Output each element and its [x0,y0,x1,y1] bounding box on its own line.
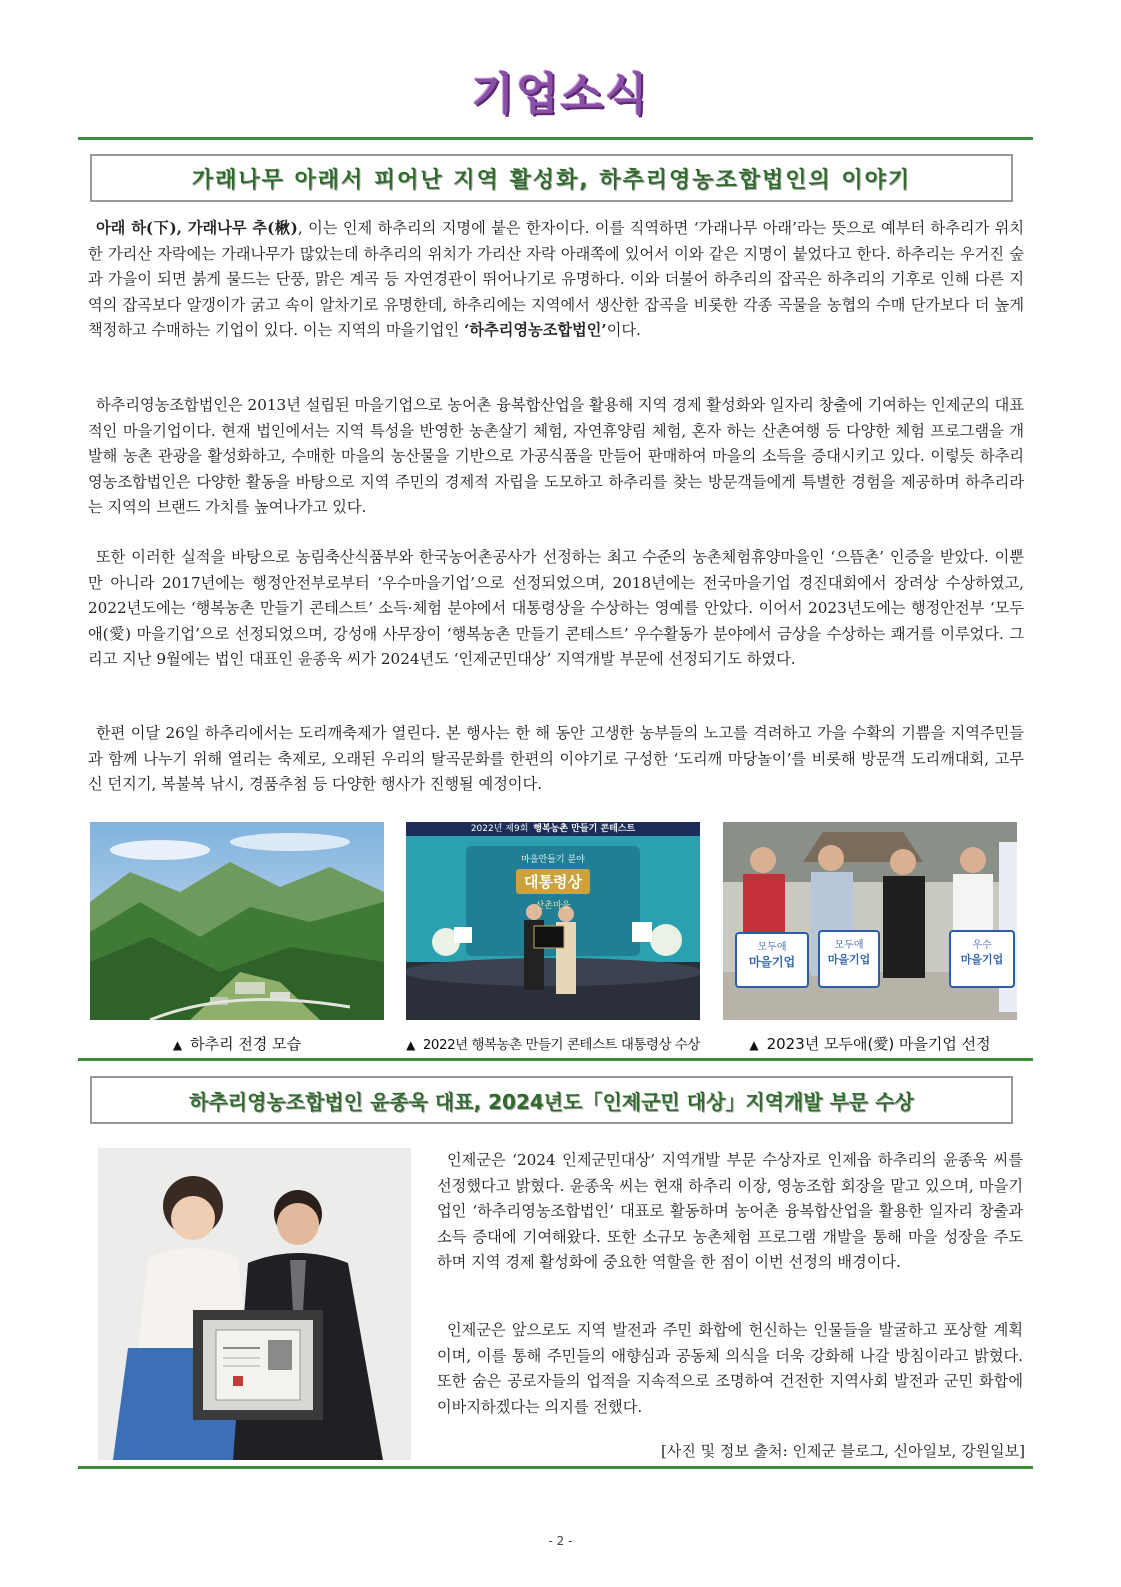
award-banner-small: 2022년 제9회 [470,824,529,834]
board-text: 마을기업 [827,953,871,966]
caption-text: 하추리 전경 모습 [190,1035,302,1053]
award-field: 마을만들기 분야 [521,855,585,865]
page-number: - 2 - [548,1534,573,1548]
award-title: 대통령상 [516,869,590,894]
article-paragraph: 하추리영농조합법인은 2013년 설립된 마을기업으로 농어촌 융복합산업을 활용해 지역 경제 활성화와 일자리 창출에 기여하는 인제군의 대표적인 마을기업이다. 현재 법인에서는 지역 특성을 반영한 농촌살기 체험, 자연휴양림 체험, 혼자 하는 산촌여행 등 다양한 체험 프로그램을 개발해 농촌 관광을 활성화하고, 수매한 마을의 농산물을 기반으로 가공식품을 만들어 판매하여 마을의 소득을 증대시키고 있다. 이렇듯 하추리영농조합법인은 다양한 활동을 바탕으로 지역 주민의 경제적 자립을 도모하고 하추리를 찾는 방문객들에게 특별한 경험을 제공하며 하추리라는 지역의 브랜드 가치를 높여나가고 있다. [88,396,1024,516]
lead-text: 아래 하(下), 가래나무 추(楸) [96,219,298,237]
board-text: 마을기업 [748,955,796,969]
board-text: 모두애 [757,942,787,953]
triangle-icon: ▲ [172,1038,183,1052]
board-text: 우수 [972,940,992,951]
paragraph-text: 이다. [606,321,641,339]
photo-caption [398,1033,708,1053]
photo-caption [90,1033,384,1054]
photo-caption [723,1033,1017,1054]
caption-text: 2023년 모두애(愛) 마을기업 선정 [766,1035,991,1053]
board-text: 마을기업 [960,953,1004,966]
article-headline: 하추리영농조합법인 윤종욱 대표, 2024년도「인제군민 대상」지역개발 부문 수상 [90,1076,1013,1124]
page-title: 기업소식 [471,69,650,120]
section-divider [78,1058,1033,1061]
article-paragraph: 인제군은 ‘2024 인제군민대상’ 지역개발 부문 수상자로 인제읍 하추리의 윤종욱 씨를 선정했다고 밝혔다. 윤종욱 씨는 현재 하추리 이장, 영농조합 회장을 맡고 있으며, 마을기업인 ‘하추리영농조합법인’ 대표로 활동하며 농어촌 융복합산업을 활용한 일자리 창출과 소득 증대에 기여해왔다. 또한 소규모 농촌체험 프로그램 개발을 통해 마을 성장을 주도하며 지역 경제 활성화에 중요한 역할을 한 점이 이번 선정의 배경이다. [437,1151,1023,1271]
article-paragraph: 또한 이러한 실적을 바탕으로 농림축산식품부와 한국농어촌공사가 선정하는 최고 수준의 농촌체험휴양마을인 ‘으뜸촌’ 인증을 받았다. 이뿐만 아니라 2017년에는 행정안전부로부터 ‘우수마을기업’으로 선정되었으며, 2018년에는 전국마을기업 경진대회에서 장려상 수상하였고, 2022년도에는 ‘행복농촌 만들기 콘테스트’ 소득·체험 분야에서 대통령상을 수상하는 영예를 안았다. 이어서 2023년도에는 행정안전부 ‘모두애(愛) 마을기업’으로 선정되었으며, 강성애 사무장이 ‘행복농촌 만들기 콘테스트’ 우수활동가 분야에서 금상을 수상하는 쾌거를 이루었다. 그리고 지난 9월에는 법인 대표인 윤종욱 씨가 2024년도 ‘인제군민대상’ 지역개발 부문에 선정되기도 하였다. [88,548,1024,668]
award-banner: 행복농촌 만들기 콘테스트 [533,824,636,834]
article-paragraph: 한편 이달 26일 하추리에서는 도리깨축제가 열린다. 본 행사는 한 해 동안 고생한 농부들의 노고를 격려하고 가을 수확의 기쁨을 지역주민들과 함께 나누기 위해 열리는 축제로, 오래된 우리의 탈곡문화를 한편의 이야기로 구성한 ‘도리깨 마당놀이’를 비롯해 방문객 도리깨대회, 고무신 던지기, 복불복 낚시, 경품추첨 등 다양한 행사가 진행될 예정이다. [88,724,1024,793]
triangle-icon: ▲ [749,1038,759,1052]
company-name: ‘하추리영농조합법인’ [464,321,607,339]
source-credit: [사진 및 정보 출처: 인제군 블로그, 신아일보, 강원일보] [661,1442,1025,1460]
caption-text: 2022년 행복농촌 만들기 콘테스트 대통령상 수상 [422,1037,700,1053]
triangle-icon: ▲ [406,1038,415,1052]
paragraph-text: , 이는 인제 하추리의 지명에 붙은 한자이다. 이를 직역하면 ‘가래나무 아래’라는 뜻으로 예부터 하추리가 위치한 가리산 자락에는 가래나무가 많았는데 하추리의 위치가 가리산 자락 아래쪽에 있어서 이와 같은 지명이 붙었다고 한다. 하추리는 우거진 숲과 가을이 되면 붉게 물드는 단풍, 맑은 계곡 등 자연경관이 뛰어나기로 유명하다. 이와 더불어 하추리의 잡곡은 하추리의 기후로 인해 다른 지역의 잡곡보다 알갱이가 굵고 속이 알차기로 유명한데, 하추리에는 지역에서 생산한 잡곡을 비롯한 각종 곡물을 농협의 수매 단가보다 더 높게 책정하고 수매하는 기업이 있다. 이는 지역의 마을기업인 [88,219,1024,339]
board-text: 모두애 [834,940,864,951]
article-paragraph [88,216,1024,344]
section-divider [78,137,1033,140]
article-headline: 가래나무 아래서 피어난 지역 활성화, 하추리영농조합법인의 이야기 [90,154,1013,202]
section-divider [78,1466,1033,1469]
village-landscape-photo [90,822,384,1020]
article-paragraph: 인제군은 앞으로도 지역 발전과 주민 화합에 헌신하는 인물들을 발굴하고 포상할 계획이며, 이를 통해 주민들의 애향심과 공동체 의식을 더욱 강화해 나갈 방침이라고 밝혔다. 또한 숨은 공로자들의 업적을 지속적으로 조명하여 건전한 지역사회 발전과 군민 화합에 이바지하겠다는 의지를 전했다. [437,1321,1023,1416]
award-village: 산촌마을 [535,901,571,911]
award-ceremony-photo [406,822,700,1020]
award-recipient-photo [98,1148,411,1460]
village-enterprise-photo [723,822,1017,1020]
